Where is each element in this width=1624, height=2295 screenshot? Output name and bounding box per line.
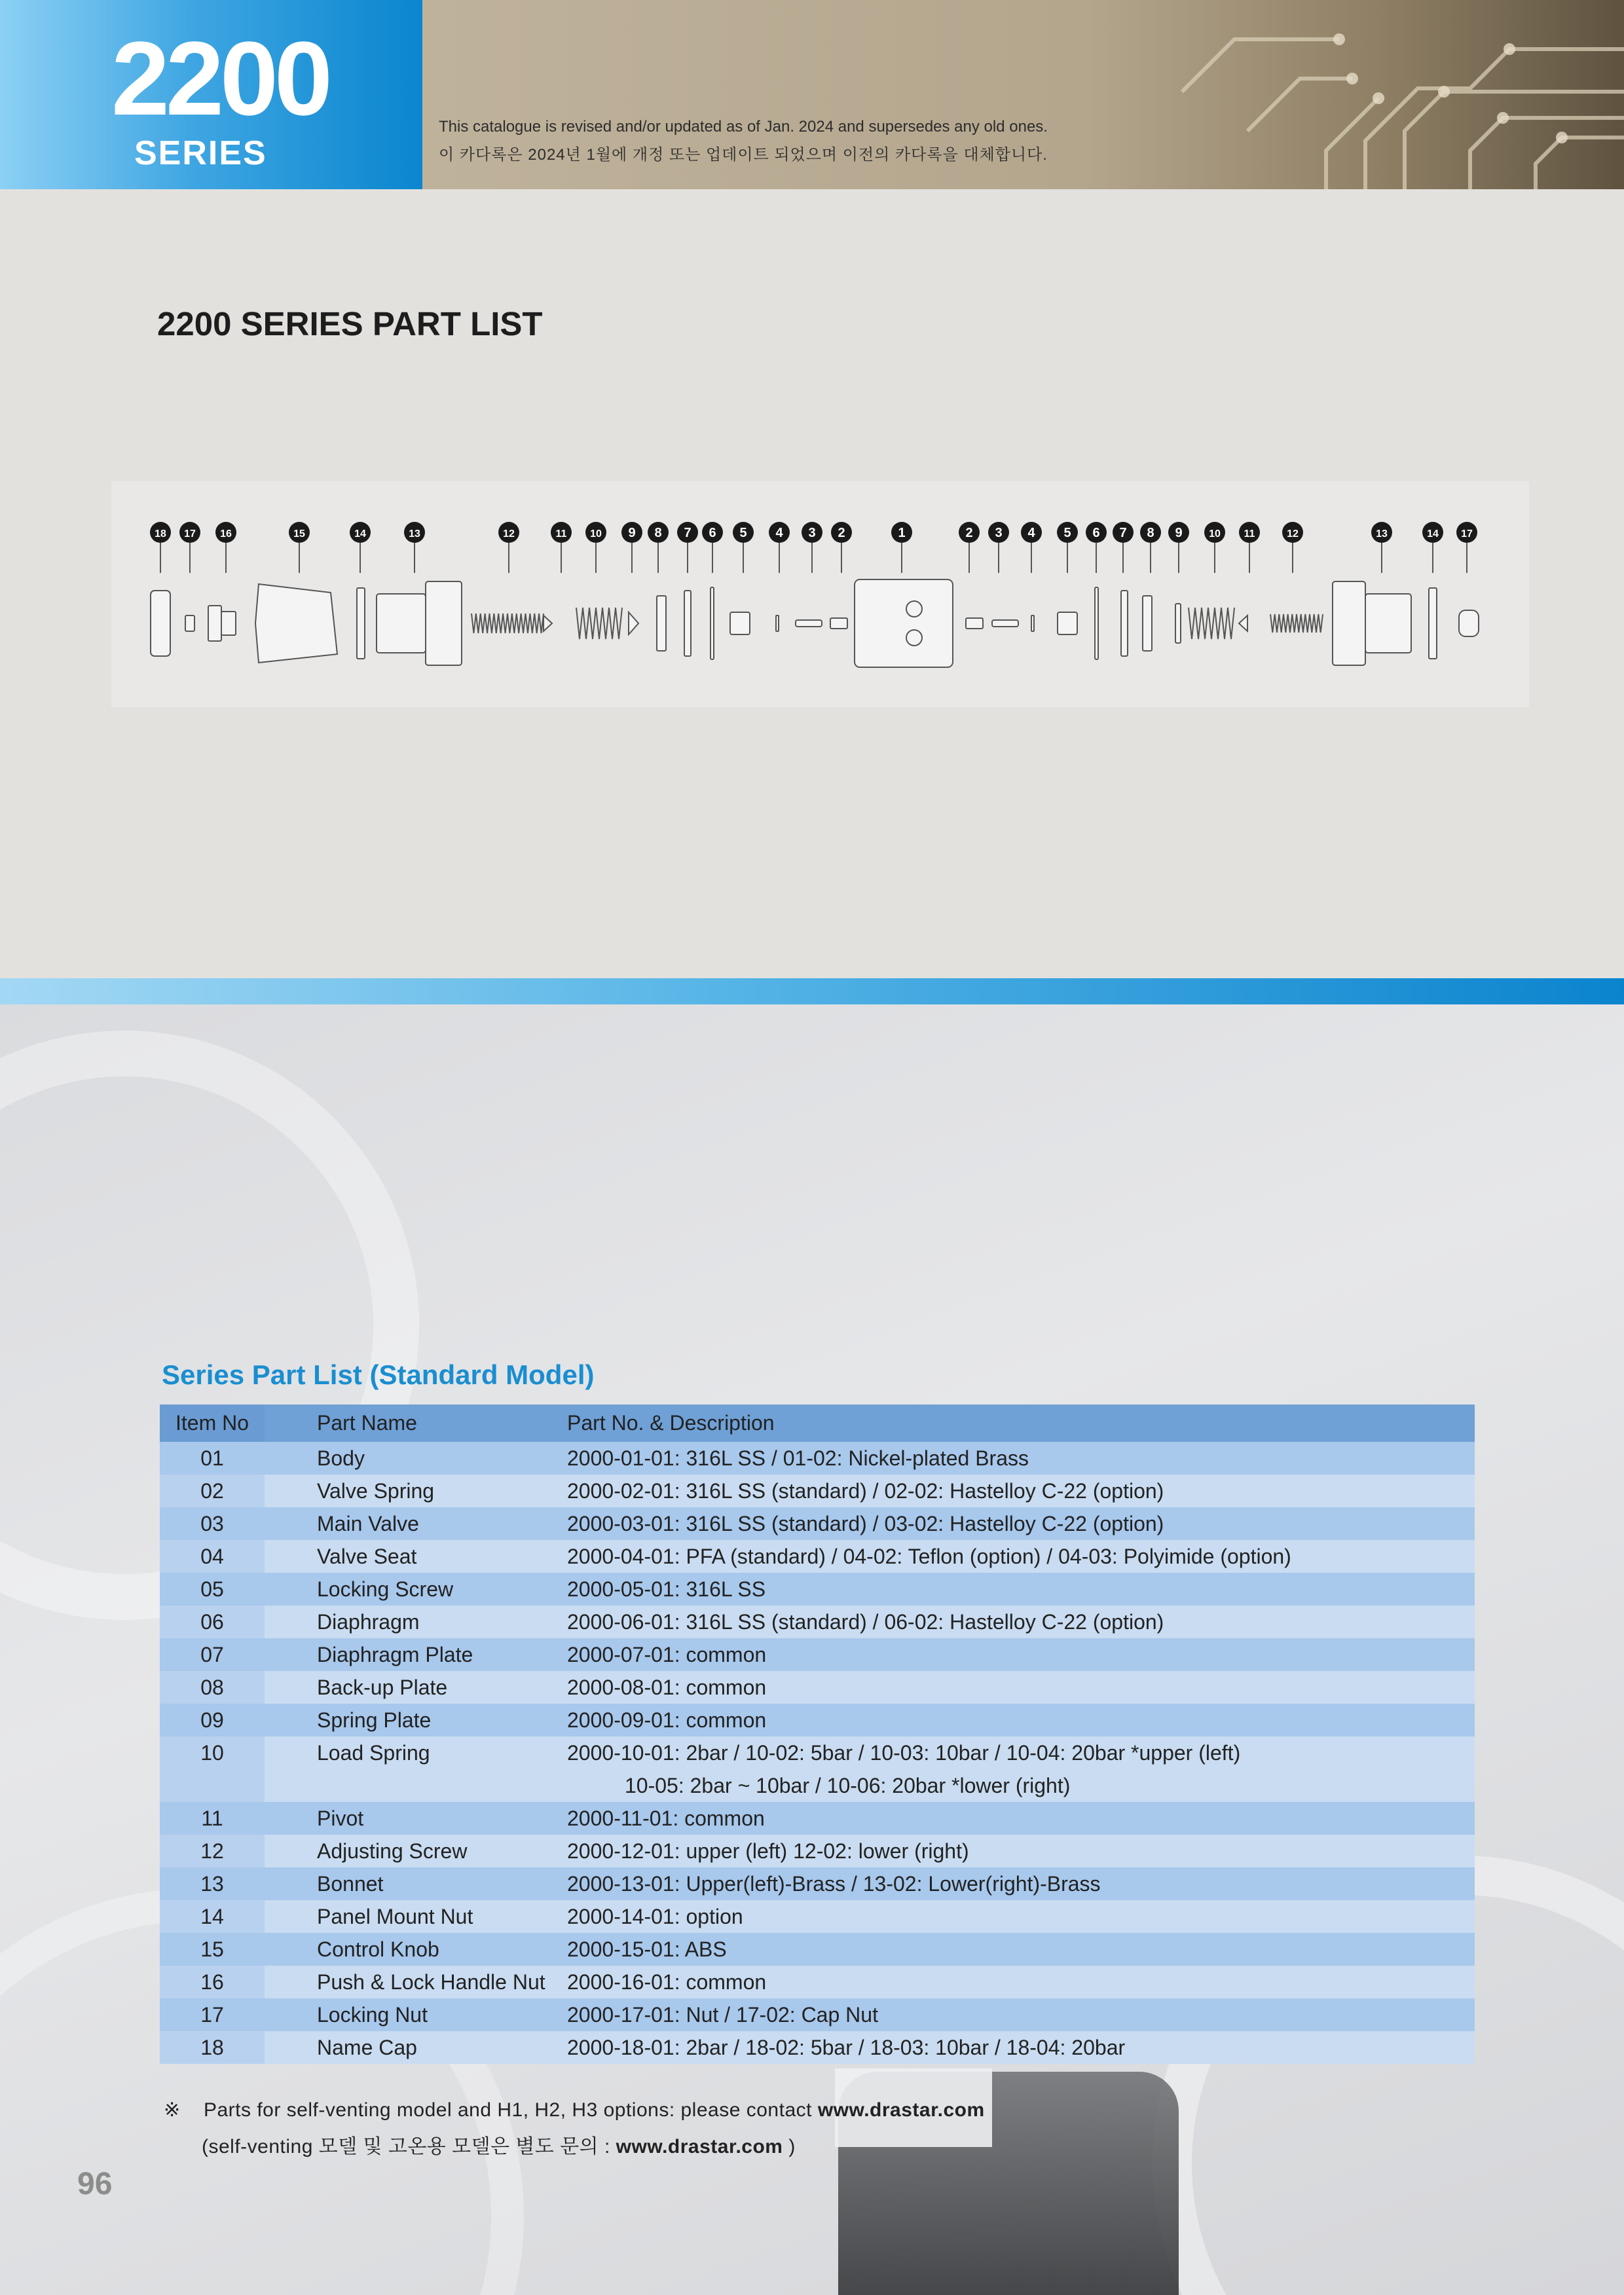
description-text: 2000-10-01: 2bar / 10-02: 5bar / 10-03: 10bar / 10-04: 20bar *upper (left) xyxy=(567,1741,1241,1765)
part-description xyxy=(567,1867,1475,1900)
part-name: Back-up Plate xyxy=(265,1671,567,1704)
callout-12 xyxy=(498,522,519,573)
body-part xyxy=(855,579,953,667)
item-no: 17 xyxy=(160,1998,265,2031)
table-row xyxy=(160,2031,1475,2064)
body-port xyxy=(906,601,922,617)
description-text: 2000-09-01: common xyxy=(567,1708,767,1732)
svg-text:11: 11 xyxy=(1244,528,1255,540)
table-row xyxy=(160,1671,1475,1704)
svg-text:17: 17 xyxy=(184,528,196,540)
exploded-parts-diagram xyxy=(0,481,1624,707)
column-header-part-name: Part Name xyxy=(265,1405,567,1442)
svg-text:3: 3 xyxy=(995,526,1003,540)
load-spring-part xyxy=(576,608,622,639)
diaphragm-plate-part xyxy=(684,591,691,656)
callout-13 xyxy=(404,522,425,573)
table-row xyxy=(160,1736,1475,1802)
svg-text:5: 5 xyxy=(739,526,747,540)
handle-nut-part xyxy=(208,606,221,641)
table-row xyxy=(160,1573,1475,1606)
description-text: 2000-04-01: PFA (standard) / 04-02: Teflon (option) / 04-03: Polyimide (option) xyxy=(567,1545,1291,1568)
callout-9 xyxy=(1168,522,1189,573)
part-name: Load Spring xyxy=(265,1736,567,1802)
handle-nut-part xyxy=(221,612,236,635)
main-valve-part xyxy=(992,620,1018,627)
bonnet-part xyxy=(1333,581,1365,665)
description-text: 2000-18-01: 2bar / 18-02: 5bar / 18-03: 10bar / 18-04: 20bar xyxy=(567,2036,1126,2059)
callout-6 xyxy=(702,522,723,573)
svg-text:12: 12 xyxy=(503,528,515,540)
part-name: Pivot xyxy=(265,1802,567,1835)
callout-18 xyxy=(150,522,171,573)
callout-2 xyxy=(831,522,852,573)
part-description xyxy=(567,1442,1475,1475)
locking-nut-part xyxy=(185,615,194,631)
item-no: 07 xyxy=(160,1638,265,1671)
callout-12 xyxy=(1282,522,1303,573)
table-row xyxy=(160,1442,1475,1475)
table-row xyxy=(160,1966,1475,1998)
table-row xyxy=(160,1835,1475,1867)
table-heading: Series Part List (Standard Model) xyxy=(162,1359,595,1390)
item-no: 12 xyxy=(160,1835,265,1867)
part-name: Name Cap xyxy=(265,2031,567,2064)
svg-text:4: 4 xyxy=(775,526,783,540)
description-text: 2000-11-01: common xyxy=(567,1807,765,1830)
item-no: 03 xyxy=(160,1507,265,1540)
callout-7 xyxy=(1113,522,1134,573)
part-description xyxy=(567,1475,1475,1507)
load-spring-part xyxy=(1189,608,1234,639)
callout-1 xyxy=(891,522,912,573)
svg-text:12: 12 xyxy=(1287,528,1299,540)
footnote-close-paren: ) xyxy=(788,2136,796,2157)
part-name: Control Knob xyxy=(265,1933,567,1966)
footnote-mark: ※ xyxy=(164,2099,181,2121)
bonnet-part xyxy=(1365,594,1411,653)
callout-6 xyxy=(1086,522,1107,573)
table-row xyxy=(160,1867,1475,1900)
panel-mount-nut-part xyxy=(1429,588,1437,659)
table-row xyxy=(160,1638,1475,1671)
callout-9 xyxy=(621,522,642,573)
svg-text:9: 9 xyxy=(1175,526,1183,540)
footnote-line-2 xyxy=(202,2130,796,2159)
part-description xyxy=(567,1671,1475,1704)
part-description xyxy=(567,1573,1475,1606)
svg-text:18: 18 xyxy=(155,528,166,540)
item-no: 06 xyxy=(160,1606,265,1638)
table-row xyxy=(160,1802,1475,1835)
cap-nut-part xyxy=(1459,610,1479,636)
part-name: Push & Lock Handle Nut xyxy=(265,1966,567,1998)
table-header-row xyxy=(160,1405,1475,1442)
part-name: Diaphragm xyxy=(265,1606,567,1638)
description-text: 2000-05-01: 316L SS xyxy=(567,1577,766,1601)
callout-14 xyxy=(1422,522,1443,573)
pivot-part xyxy=(544,615,552,631)
revision-note-english: This catalogue is revised and/or updated as of Jan. 2024 and supersedes any old ones. xyxy=(439,118,1048,136)
svg-text:8: 8 xyxy=(654,526,662,540)
part-name: Body xyxy=(265,1442,567,1475)
part-name: Locking Nut xyxy=(265,1998,567,2031)
callout-4 xyxy=(769,522,790,573)
svg-text:15: 15 xyxy=(293,528,305,540)
header-circuit-photo xyxy=(422,0,1624,189)
valve-seat-part xyxy=(776,615,779,631)
callout-3 xyxy=(802,522,822,573)
description-text: 2000-13-01: Upper(left)-Brass / 13-02: Lower(right)-Brass xyxy=(567,1872,1101,1896)
bonnet-part xyxy=(426,581,462,665)
column-header-description: Part No. & Description xyxy=(567,1405,1475,1442)
description-text: 2000-14-01: option xyxy=(567,1905,743,1928)
panel-mount-nut-part xyxy=(357,588,365,659)
name-cap-part xyxy=(151,591,170,656)
series-label: SERIES xyxy=(134,134,267,172)
svg-text:10: 10 xyxy=(590,528,602,540)
callout-7 xyxy=(677,522,698,573)
item-no: 14 xyxy=(160,1900,265,1933)
diaphragm-part xyxy=(710,587,714,659)
callout-11 xyxy=(551,522,572,573)
part-description xyxy=(567,1998,1475,2031)
callout-17 xyxy=(1456,522,1477,573)
valve-spring-part xyxy=(966,618,983,629)
callout-16 xyxy=(215,522,236,573)
callout-4 xyxy=(1021,522,1042,573)
main-valve-part xyxy=(796,620,822,627)
item-no: 05 xyxy=(160,1573,265,1606)
callout-11 xyxy=(1239,522,1260,573)
revision-note-korean: 이 카다록은 2024년 1월에 개정 또는 업데이트 되었으며 이전의 카다록을 대체합니다. xyxy=(439,146,1048,164)
part-name: Panel Mount Nut xyxy=(265,1900,567,1933)
table-row xyxy=(160,1933,1475,1966)
svg-text:2: 2 xyxy=(965,526,973,540)
description-text: 2000-08-01: common xyxy=(567,1676,767,1699)
section-title: 2200 SERIES PART LIST xyxy=(157,305,543,342)
svg-text:6: 6 xyxy=(709,526,716,540)
callout-2 xyxy=(959,522,980,573)
website-link[interactable]: www.drastar.com xyxy=(817,2099,985,2121)
callout-8 xyxy=(1140,522,1161,573)
callout-17 xyxy=(179,522,200,573)
part-description xyxy=(567,1802,1475,1835)
svg-text:9: 9 xyxy=(628,526,636,540)
svg-text:8: 8 xyxy=(1147,526,1154,540)
description-text: 2000-16-01: common xyxy=(567,1970,767,1994)
footnote-line-1 xyxy=(164,2099,985,2121)
table-row xyxy=(160,1540,1475,1573)
bonnet-part xyxy=(377,594,426,653)
description-text: 2000-03-01: 316L SS (standard) / 03-02: Hastelloy C-22 (option) xyxy=(567,1512,1164,1535)
column-header-item-no: Item No xyxy=(160,1405,265,1442)
spring-plate-part xyxy=(1175,604,1181,643)
part-name: Adjusting Screw xyxy=(265,1835,567,1867)
description-continuation: 10-05: 2bar ~ 10bar / 10-06: 20bar *lower (right) xyxy=(625,1774,1071,1797)
part-description xyxy=(567,1966,1475,1998)
description-text: 2000-06-01: 316L SS (standard) / 06-02: Hastelloy C-22 (option) xyxy=(567,1610,1164,1634)
diaphragm-part xyxy=(1095,587,1098,659)
svg-text:13: 13 xyxy=(409,528,420,540)
item-no: 16 xyxy=(160,1966,265,1998)
svg-text:6: 6 xyxy=(1092,526,1100,540)
callout-14 xyxy=(350,522,371,573)
item-no: 11 xyxy=(160,1802,265,1835)
locking-screw-part xyxy=(730,612,750,634)
svg-text:11: 11 xyxy=(555,528,567,540)
svg-text:14: 14 xyxy=(354,528,366,540)
pivot-part xyxy=(1239,615,1247,631)
part-description xyxy=(567,2031,1475,2064)
item-no: 08 xyxy=(160,1671,265,1704)
part-description xyxy=(567,1704,1475,1736)
item-no: 04 xyxy=(160,1540,265,1573)
locking-screw-part xyxy=(1058,612,1077,634)
footnote-text: Parts for self-venting model and H1, H2, H3 options: please contact xyxy=(203,2099,812,2121)
svg-text:2: 2 xyxy=(838,526,845,540)
part-description xyxy=(567,1900,1475,1933)
svg-text:7: 7 xyxy=(1119,526,1127,540)
table-row xyxy=(160,1704,1475,1736)
table-row xyxy=(160,1507,1475,1540)
item-no: 13 xyxy=(160,1867,265,1900)
valve-spring-part xyxy=(830,618,847,629)
adjusting-screw-part xyxy=(1270,614,1323,633)
series-badge xyxy=(0,0,422,189)
valve-seat-part xyxy=(1031,615,1034,631)
diaphragm-plate-part xyxy=(1121,591,1128,656)
svg-text:13: 13 xyxy=(1376,528,1388,540)
part-name: Diaphragm Plate xyxy=(265,1638,567,1671)
parts-table xyxy=(160,1405,1475,2064)
callout-10 xyxy=(585,522,606,573)
part-name: Locking Screw xyxy=(265,1573,567,1606)
part-description xyxy=(567,1736,1475,1802)
svg-text:3: 3 xyxy=(808,526,816,540)
part-description xyxy=(567,1835,1475,1867)
spring-plate-part xyxy=(629,612,638,634)
table-row xyxy=(160,1475,1475,1507)
svg-text:5: 5 xyxy=(1063,526,1071,540)
callout-5 xyxy=(1057,522,1078,573)
item-no: 09 xyxy=(160,1704,265,1736)
description-text: 2000-02-01: 316L SS (standard) / 02-02: Hastelloy C-22 (option) xyxy=(567,1479,1164,1503)
item-no: 18 xyxy=(160,2031,265,2064)
item-no: 15 xyxy=(160,1933,265,1966)
description-text: 2000-17-01: Nut / 17-02: Cap Nut xyxy=(567,2003,878,2027)
part-name: Valve Spring xyxy=(265,1475,567,1507)
part-description xyxy=(567,1638,1475,1671)
table-row xyxy=(160,1606,1475,1638)
svg-text:7: 7 xyxy=(684,526,692,540)
svg-text:1: 1 xyxy=(898,526,906,540)
body-port xyxy=(906,630,922,646)
part-description xyxy=(567,1507,1475,1540)
item-no: 10 xyxy=(160,1736,265,1802)
description-text: 2000-15-01: ABS xyxy=(567,1937,727,1961)
table-row xyxy=(160,1998,1475,2031)
description-text: 2000-12-01: upper (left) 12-02: lower (right) xyxy=(567,1839,969,1863)
description-text: 2000-01-01: 316L SS / 01-02: Nickel-plated Brass xyxy=(567,1446,1029,1470)
callout-13 xyxy=(1371,522,1392,573)
back-up-plate-part xyxy=(1143,596,1152,651)
part-name: Main Valve xyxy=(265,1507,567,1540)
table-row xyxy=(160,1900,1475,1933)
part-description xyxy=(567,1933,1475,1966)
series-number: 2200 xyxy=(111,20,329,137)
control-knob-part xyxy=(255,584,337,663)
page-number: 96 xyxy=(77,2167,113,2201)
page-header xyxy=(0,0,1624,189)
adjusting-screw-part xyxy=(471,614,544,633)
callout-8 xyxy=(648,522,669,573)
part-name: Spring Plate xyxy=(265,1704,567,1736)
callout-15 xyxy=(289,522,310,573)
section-divider xyxy=(0,978,1624,1004)
svg-text:14: 14 xyxy=(1427,528,1439,540)
part-description xyxy=(567,1540,1475,1573)
item-no: 01 xyxy=(160,1442,265,1475)
callout-10 xyxy=(1204,522,1225,573)
callout-5 xyxy=(733,522,754,573)
svg-text:17: 17 xyxy=(1461,528,1473,540)
website-link[interactable]: www.drastar.com xyxy=(616,2136,783,2157)
description-text: 2000-07-01: common xyxy=(567,1643,767,1666)
callout-3 xyxy=(988,522,1009,573)
part-description xyxy=(567,1606,1475,1638)
part-name: Bonnet xyxy=(265,1867,567,1900)
svg-text:4: 4 xyxy=(1027,526,1035,540)
svg-text:10: 10 xyxy=(1209,528,1221,540)
svg-text:16: 16 xyxy=(220,528,232,540)
item-no: 02 xyxy=(160,1475,265,1507)
footnote-text-korean: (self-venting 모델 및 고온용 모델은 별도 문의 : xyxy=(202,2136,610,2157)
back-up-plate-part xyxy=(657,596,666,651)
part-name: Valve Seat xyxy=(265,1540,567,1573)
